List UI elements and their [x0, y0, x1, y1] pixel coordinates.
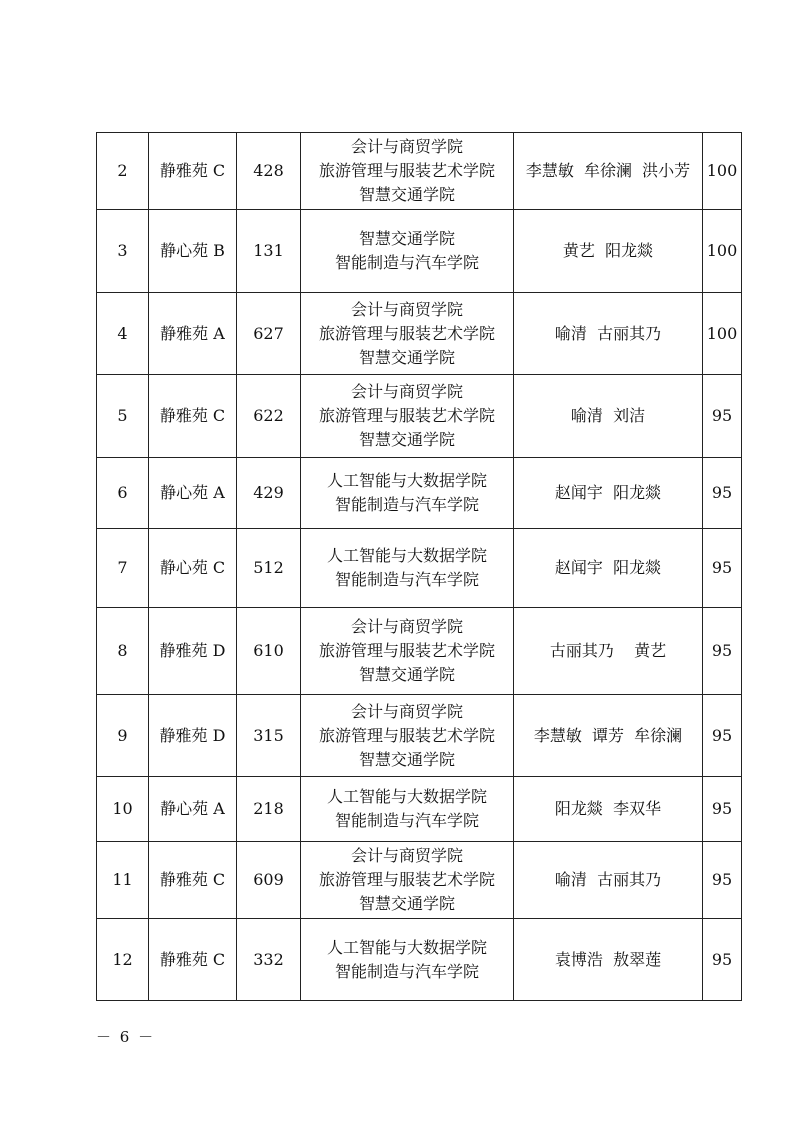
row-index: 8: [97, 608, 149, 695]
room-number: 332: [237, 919, 301, 1001]
manager-names: 喻清 刘洁: [514, 375, 703, 458]
table-row: [97, 293, 742, 375]
score: 95: [703, 919, 742, 1001]
room-number: 610: [237, 608, 301, 695]
building-name: 静心苑 B: [149, 210, 237, 293]
manager-names: 喻清 古丽其乃: [514, 842, 703, 919]
score: 95: [703, 842, 742, 919]
college-name: 智能制造与汽车学院: [334, 495, 479, 514]
table-row: [97, 777, 742, 842]
building-name: 静雅苑 C: [149, 133, 237, 210]
room-number: 428: [237, 133, 301, 210]
building-name: 静心苑 C: [149, 529, 237, 608]
college-name: 旅游管理与服装艺术学院: [318, 725, 495, 745]
college-name: 旅游管理与服装艺术学院: [318, 406, 495, 425]
college-name: 智慧交通学院: [358, 430, 455, 449]
manager-names: 袁博浩 敖翠莲: [514, 919, 703, 1001]
college-name: 旅游管理与服装艺术学院: [318, 870, 495, 889]
college-list: [301, 458, 514, 529]
college-list: [301, 842, 514, 919]
table-row: [97, 133, 742, 210]
score: 100: [703, 210, 742, 293]
row-index: 12: [97, 919, 149, 1001]
manager-names: 古丽其乃 黄艺: [514, 608, 703, 695]
college-list: [301, 777, 514, 842]
college-list: [301, 529, 514, 608]
college-list: [301, 608, 514, 695]
table-row: [97, 842, 742, 919]
room-number: 429: [237, 458, 301, 529]
manager-names: 李慧敏 谭芳 牟徐澜: [514, 695, 703, 777]
room-number: 131: [237, 210, 301, 293]
college-name: 智慧交通学院: [358, 749, 455, 769]
row-index: 7: [97, 529, 149, 608]
room-number: 609: [237, 842, 301, 919]
row-index: 3: [97, 210, 149, 293]
building-name: 静雅苑 C: [149, 842, 237, 919]
building-name: 静雅苑 C: [149, 375, 237, 458]
score: 100: [703, 293, 742, 375]
college-list: [301, 919, 514, 1001]
college-name: 智慧交通学院: [358, 229, 455, 248]
college-name: 人工智能与大数据学院: [326, 787, 487, 806]
row-index: 5: [97, 375, 149, 458]
college-name: 智能制造与汽车学院: [334, 811, 479, 830]
room-number: 627: [237, 293, 301, 375]
college-name: 智能制造与汽车学院: [334, 570, 479, 589]
table-row: [97, 919, 742, 1001]
college-name: 会计与商贸学院: [350, 382, 463, 401]
table-row: [97, 608, 742, 695]
table-row: [97, 210, 742, 293]
college-name: 旅游管理与服装艺术学院: [318, 323, 495, 343]
college-name: 人工智能与大数据学院: [326, 937, 487, 957]
score: 100: [703, 133, 742, 210]
college-name: 旅游管理与服装艺术学院: [318, 161, 495, 180]
table-row: [97, 695, 742, 777]
college-name: 智能制造与汽车学院: [334, 961, 479, 981]
college-name: 智慧交通学院: [358, 347, 455, 367]
row-index: 4: [97, 293, 149, 375]
college-name: 会计与商贸学院: [350, 617, 463, 636]
manager-names: 喻清 古丽其乃: [514, 293, 703, 375]
table-body: [97, 133, 742, 1001]
college-name: 智能制造与汽车学院: [334, 253, 479, 272]
college-name: 会计与商贸学院: [350, 137, 463, 156]
score: 95: [703, 375, 742, 458]
manager-names: 赵闻宇 阳龙燚: [514, 458, 703, 529]
table-row: [97, 458, 742, 529]
room-number: 622: [237, 375, 301, 458]
college-list: [301, 293, 514, 375]
building-name: 静雅苑 D: [149, 695, 237, 777]
building-name: 静雅苑 D: [149, 608, 237, 695]
college-name: 旅游管理与服装艺术学院: [318, 641, 495, 660]
table-row: [97, 375, 742, 458]
manager-names: 阳龙燚 李双华: [514, 777, 703, 842]
manager-names: 赵闻宇 阳龙燚: [514, 529, 703, 608]
manager-names: 黄艺 阳龙燚: [514, 210, 703, 293]
row-index: 11: [97, 842, 149, 919]
college-name: 会计与商贸学院: [350, 299, 463, 319]
score: 95: [703, 695, 742, 777]
college-list: [301, 695, 514, 777]
room-number: 512: [237, 529, 301, 608]
college-name: 会计与商贸学院: [350, 846, 463, 865]
college-name: 智慧交通学院: [358, 894, 455, 913]
college-list: [301, 210, 514, 293]
college-name: 人工智能与大数据学院: [326, 546, 487, 565]
row-index: 10: [97, 777, 149, 842]
college-list: [301, 133, 514, 210]
college-name: 人工智能与大数据学院: [326, 471, 487, 490]
room-number: 315: [237, 695, 301, 777]
dormitory-score-table: [96, 132, 742, 1001]
college-name: 会计与商贸学院: [350, 701, 463, 721]
score: 95: [703, 529, 742, 608]
row-index: 9: [97, 695, 149, 777]
college-name: 智慧交通学院: [358, 665, 455, 684]
score: 95: [703, 458, 742, 529]
row-index: 6: [97, 458, 149, 529]
page-number: － 6 －: [96, 1028, 156, 1046]
college-name: 智慧交通学院: [358, 185, 455, 204]
building-name: 静雅苑 A: [149, 293, 237, 375]
college-list: [301, 375, 514, 458]
room-number: 218: [237, 777, 301, 842]
building-name: 静心苑 A: [149, 777, 237, 842]
building-name: 静雅苑 C: [149, 919, 237, 1001]
score: 95: [703, 608, 742, 695]
score: 95: [703, 777, 742, 842]
table-row: [97, 529, 742, 608]
manager-names: 李慧敏 牟徐澜 洪小芳: [514, 133, 703, 210]
building-name: 静心苑 A: [149, 458, 237, 529]
row-index: 2: [97, 133, 149, 210]
